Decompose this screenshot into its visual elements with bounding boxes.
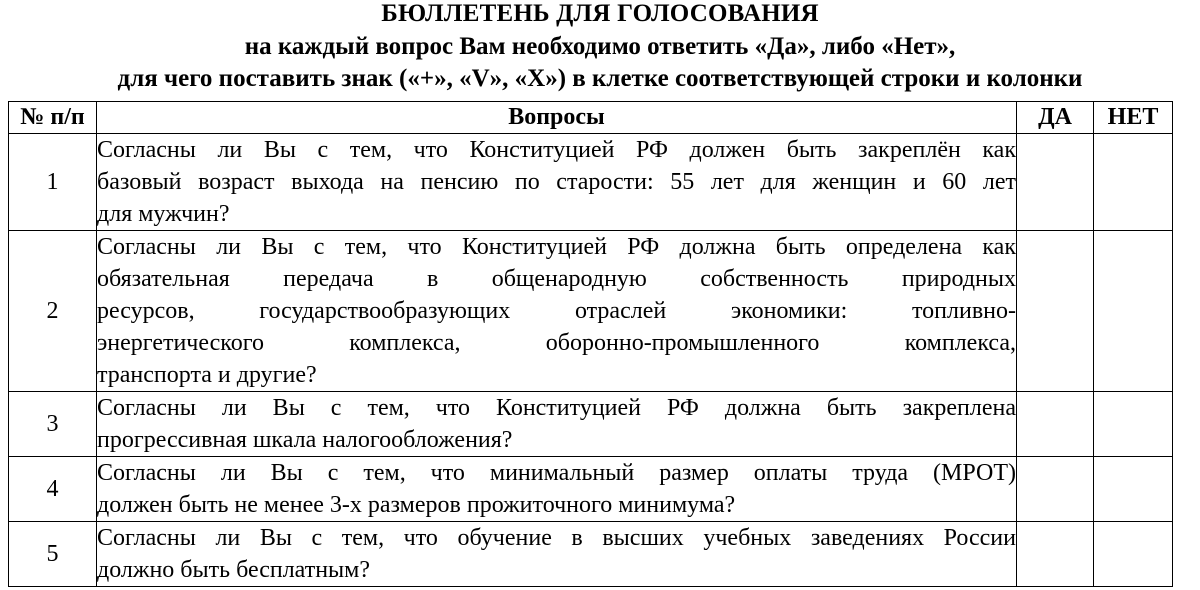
ballot-title: БЮЛЛЕТЕНЬ ДЛЯ ГОЛОСОВАНИЯ (381, 0, 819, 27)
question-line: транспорта и другие? (97, 362, 317, 388)
question-line: для мужчин? (97, 201, 230, 227)
question-line: Согласны ли Вы с тем, что Конституцией РФ должен быть закреплён как (97, 137, 1016, 163)
question-text (97, 457, 1017, 522)
yes-checkbox-cell[interactable] (1017, 134, 1094, 231)
row-number: 1 (9, 134, 97, 231)
table-header-row (9, 102, 1173, 134)
question-line: прогрессивная шкала налогообложения? (97, 427, 513, 453)
ballot-table (8, 101, 1173, 587)
row-number: 4 (9, 457, 97, 522)
ballot-subtitle-1: на каждый вопрос Вам необходимо ответить «Да», либо «Нет», (244, 33, 956, 60)
row-number: 2 (9, 231, 97, 392)
question-line: энергетического комплекса, оборонно-промышленного комплекса, (97, 330, 1016, 356)
question-line: Согласны ли Вы с тем, что обучение в высших учебных заведениях России (97, 525, 1016, 551)
no-checkbox-cell[interactable] (1094, 134, 1173, 231)
column-header-questions: Вопросы (97, 102, 1017, 134)
question-line: Согласны ли Вы с тем, что Конституцией РФ должна быть закреплена (97, 395, 1016, 421)
table-row (9, 134, 1173, 231)
table-row (9, 231, 1173, 392)
question-text (97, 231, 1017, 392)
question-line: обязательная передача в общенародную собственность природных (97, 266, 1016, 292)
yes-checkbox-cell[interactable] (1017, 522, 1094, 587)
ballot-subtitle-2: для чего поставить знак («+», «V», «X») в клетке соответствующей строки и колонки (117, 65, 1083, 92)
column-header-yes: ДА (1017, 102, 1094, 134)
ballot-header (0, 0, 1200, 94)
yes-checkbox-cell[interactable] (1017, 392, 1094, 457)
question-line: базовый возраст выхода на пенсию по старости: 55 лет для женщин и 60 лет (97, 169, 1016, 195)
no-checkbox-cell[interactable] (1094, 392, 1173, 457)
yes-checkbox-cell[interactable] (1017, 231, 1094, 392)
table-row (9, 457, 1173, 522)
question-text (97, 134, 1017, 231)
yes-checkbox-cell[interactable] (1017, 457, 1094, 522)
question-line: ресурсов, государствообразующих отраслей экономики: топливно- (97, 298, 1016, 324)
column-header-no: НЕТ (1094, 102, 1173, 134)
question-line: должно быть бесплатным? (97, 557, 371, 583)
question-line: Согласны ли Вы с тем, что Конституцией РФ должна быть определена как (97, 234, 1016, 260)
row-number: 5 (9, 522, 97, 587)
question-line: Согласны ли Вы с тем, что минимальный размер оплаты труда (МРОТ) (97, 460, 1016, 486)
table-row (9, 392, 1173, 457)
row-number: 3 (9, 392, 97, 457)
table-row (9, 522, 1173, 587)
no-checkbox-cell[interactable] (1094, 457, 1173, 522)
question-text (97, 392, 1017, 457)
question-line: должен быть не менее 3-х размеров прожиточного минимума? (97, 492, 736, 518)
no-checkbox-cell[interactable] (1094, 231, 1173, 392)
question-text (97, 522, 1017, 587)
column-header-number: № п/п (9, 102, 97, 134)
no-checkbox-cell[interactable] (1094, 522, 1173, 587)
